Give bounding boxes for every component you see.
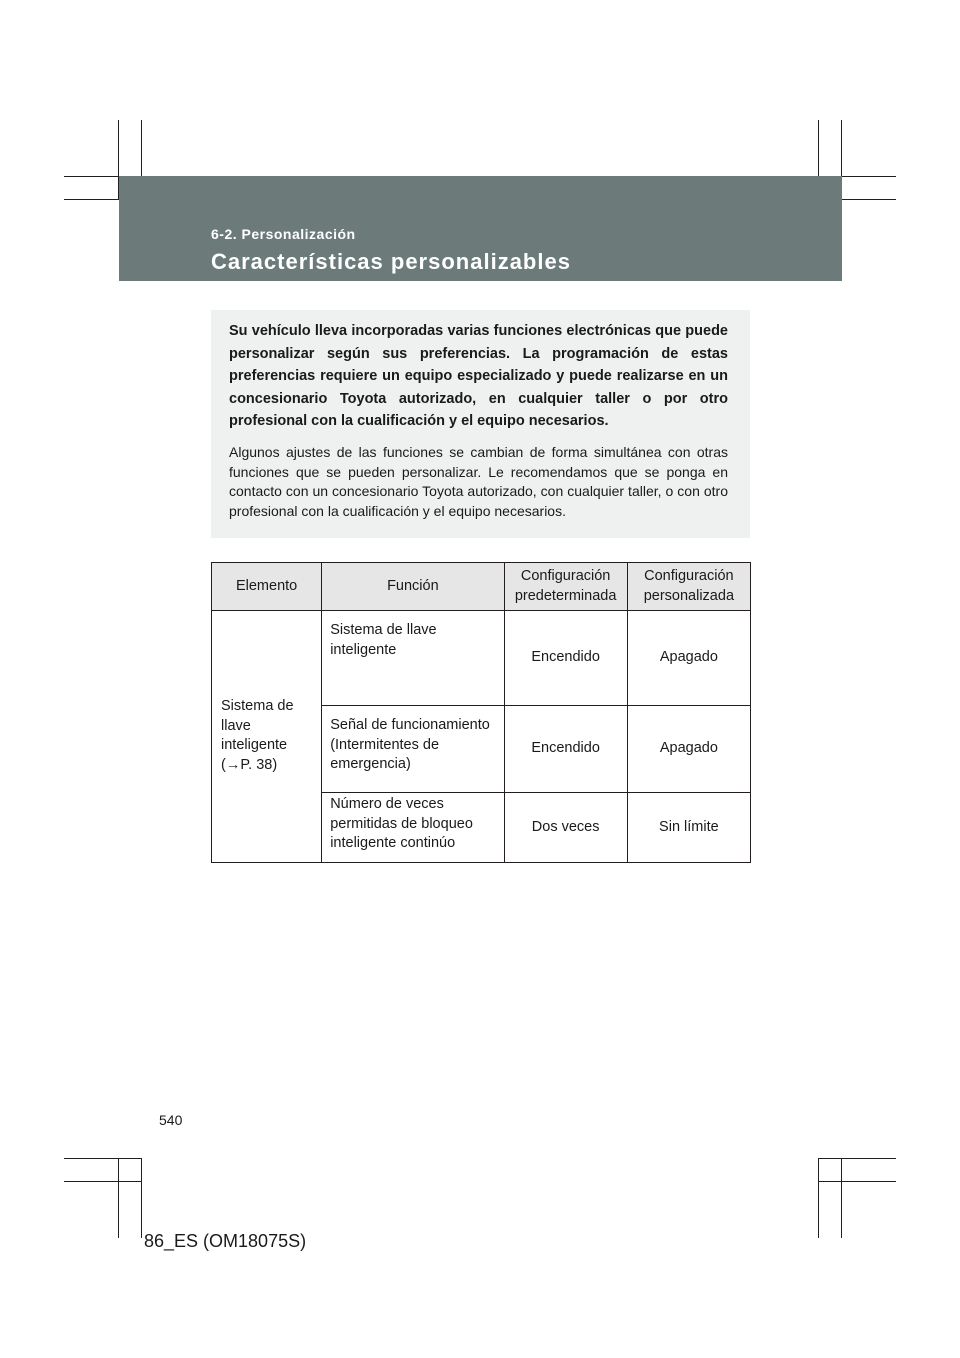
function-cell: Señal de funcionamiento (Intermitentes de emergencia): [322, 706, 504, 793]
function-cell: Sistema de llave inteligente: [322, 611, 504, 706]
crop-mark: [64, 1158, 142, 1159]
crop-mark: [141, 1158, 142, 1238]
custom-cell: Sin límite: [627, 793, 750, 863]
custom-cell: Apagado: [627, 611, 750, 706]
header-item: Elemento: [212, 563, 322, 611]
group-item: Sistema de llave inteligente (→P. 38): [212, 611, 322, 863]
function-cell: Número de veces permitidas de bloqueo inteligente continúo: [322, 793, 504, 863]
header-function: Función: [322, 563, 504, 611]
page-number: 540: [159, 1112, 183, 1128]
crop-mark: [64, 1181, 142, 1182]
crop-mark: [818, 1158, 896, 1159]
default-cell: Encendido: [504, 611, 627, 706]
intro-bold-paragraph: Su vehículo lleva incorporadas varias funciones electrónicas que puede personalizar según sus preferencias. La programación de estas preferencias requiere un equipo especializado y puede realizarse en un concesionario Toyota autorizado, en cualquier taller o por otro profesional con la cualificación y el equipo necesarios.: [229, 323, 728, 430]
table-row: [212, 611, 751, 706]
header-custom: Configuración personalizada: [627, 563, 750, 611]
page-title: Características personalizables: [211, 249, 571, 274]
default-cell: Encendido: [504, 706, 627, 793]
crop-mark: [818, 1181, 896, 1182]
table-header-row: [212, 563, 751, 611]
default-cell: Dos veces: [504, 793, 627, 863]
document-code: 86_ES (OM18075S): [144, 1231, 307, 1251]
header-default: Configuración predeterminada: [504, 563, 627, 611]
custom-cell: Apagado: [627, 706, 750, 793]
intro-box: [211, 310, 750, 538]
crop-mark: [841, 1158, 842, 1238]
customization-table: [211, 562, 751, 863]
crop-mark: [118, 1158, 119, 1238]
section-label: 6-2. Personalización: [211, 226, 356, 242]
crop-mark: [818, 1158, 819, 1238]
section-header: [119, 176, 842, 281]
intro-paragraph: Algunos ajustes de las funciones se cambian de forma simultánea con otras funciones que se pueden personalizar. Le recomendamos que se ponga en contacto con un concesionario Toyota autorizado, con cualquier taller, o con otro profesional con la cualificación y el equipo necesarios.: [229, 443, 728, 519]
